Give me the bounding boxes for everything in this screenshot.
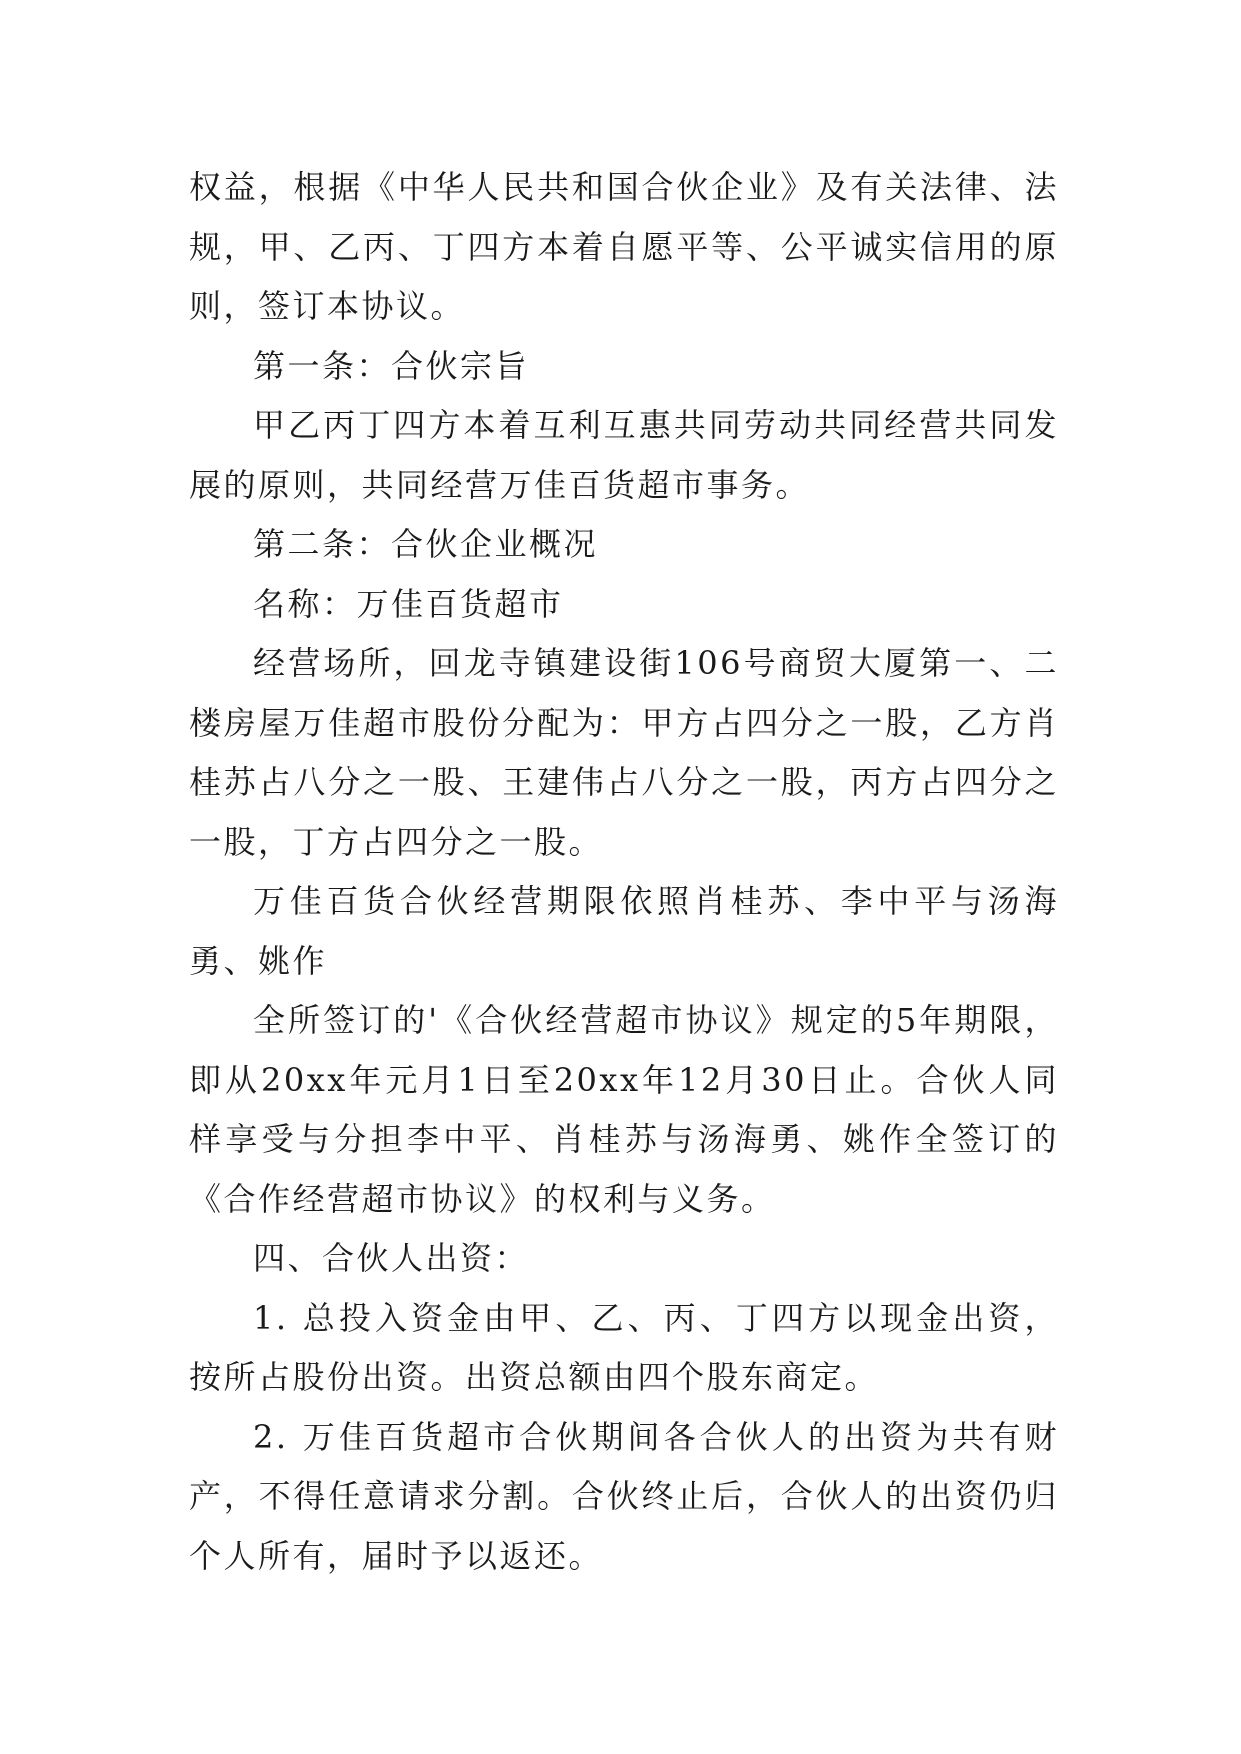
paragraph-term-details: 全所签订的'《合伙经营超市协议》规定的5年期限，即从20xx年元月1日至20xx年12月30日止。合伙人同样享受与分担李中平、肖桂苏与汤海勇、姚作全签订的《合作经营超市协议》的权利与义务。 bbox=[189, 1001, 1059, 1218]
paragraph-contribution-2: 2. 万佳百货超市合伙期间各合伙人的出资为共有财产，不得任意请求分割。合伙终止后，合伙人的出资仍归个人所有，届时予以返还。 bbox=[189, 1417, 1059, 1575]
paragraph-article-1-heading: 第一条：合伙宗旨 bbox=[253, 346, 530, 385]
paragraph-company-name: 名称：万佳百货超市 bbox=[253, 584, 564, 623]
paragraph-contribution-1: 1. 总投入资金由甲、乙、丙、丁四方以现金出资，按所占股份出资。出资总额由四个股东商定。 bbox=[189, 1298, 1059, 1396]
paragraph-article-1-body: 甲乙丙丁四方本着互利互惠共同劳动共同经营共同发展的原则，共同经营万佳百货超市事务。 bbox=[189, 406, 1059, 504]
paragraph-article-4-heading: 四、合伙人出资： bbox=[253, 1239, 530, 1277]
paragraph-term-intro: 万佳百货合伙经营期限依照肖桂苏、李中平与汤海勇、姚作 bbox=[189, 882, 1059, 980]
paragraph-article-2-heading: 第二条：合伙企业概况 bbox=[253, 525, 599, 563]
paragraph-business-location: 经营场所，回龙寺镇建设街106号商贸大厦第一、二楼房屋万佳超市股份分配为：甲方占四分之一股，乙方肖桂苏占八分之一股、王建伟占八分之一股，丙方占四分之一股，丁方占四分之一股。 bbox=[189, 644, 1059, 861]
document-body bbox=[189, 158, 1059, 1586]
paragraph-preamble: 权益，根据《中华人民共和国合伙企业》及有关法律、法规，甲、乙丙、丁四方本着自愿平等、公平诚实信用的原则，签订本协议。 bbox=[189, 168, 1059, 325]
